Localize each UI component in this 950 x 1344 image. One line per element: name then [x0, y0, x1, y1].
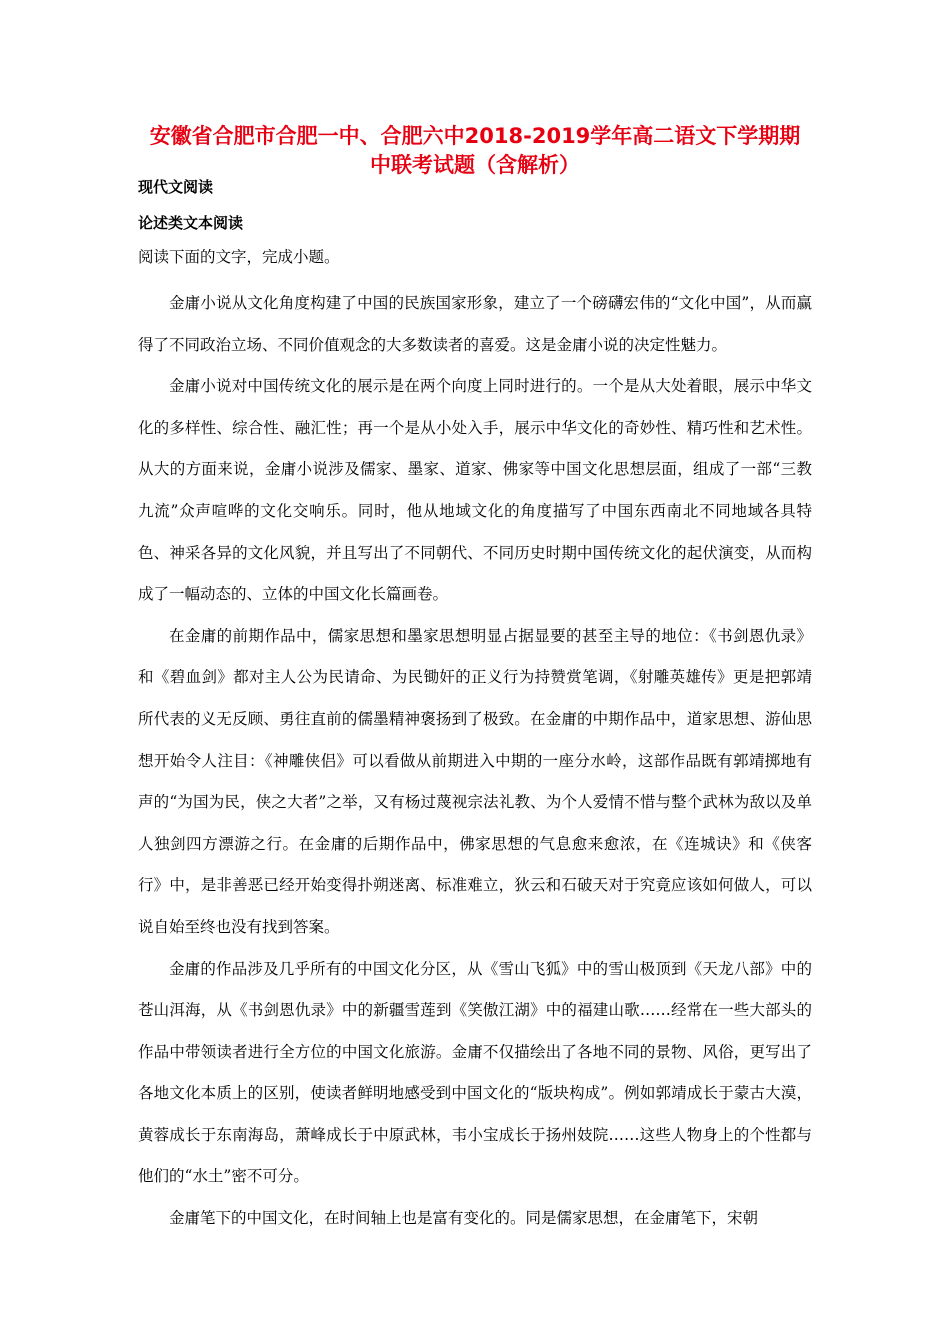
- paragraph-2: 金庸小说对中国传统文化的展示是在两个向度上同时进行的。一个是从大处着眼，展示中华文化的多样性、综合性、融汇性；再一个是从小处入手，展示中华文化的奇妙性、精巧性和艺术性。从大的方面来说，金庸小说涉及儒家、墨家、道家、佛家等中国文化思想层面，组成了一部“三教九流”众声喧哗的文化交响乐。同时，他从地域文化的角度描写了中国东西南北不同地域各具特色、神采各异的文化风貌，并且写出了不同朝代、不同历史时期中国传统文化的起伏演变，从而构成了一幅动态的、立体的中国文化长篇画卷。: [138, 377, 812, 604]
- paragraph-1: 金庸小说从文化角度构建了中国的民族国家形象，建立了一个磅礴宏伟的“文化中国”，从而赢得了不同政治立场、不同价值观念的大多数读者的喜爱。这是金庸小说的决定性魅力。: [138, 294, 812, 354]
- section-heading: 现代文阅读: [138, 178, 214, 196]
- passage-body: [138, 283, 812, 1240]
- paragraph-3: 在金庸的前期作品中，儒家思想和墨家思想明显占据显要的甚至主导的地位：《书剑恩仇录》和《碧血剑》都对主人公为民请命、为民锄奸的正义行为持赞赏笔调，《射雕英雄传》更是把郭靖所代表的义无反顾、勇往直前的儒墨精神褒扬到了极致。在金庸的中期作品中，道家思想、游仙思想开始令人注目：《神雕侠侣》可以看做从前期进入中期的一座分水岭，这部作品既有郭靖掷地有声的“为国为民，侠之大者”之举，又有杨过蔑视宗法礼教、为个人爱情不惜与整个武林为敌以及单人独剑四方漂游之行。在金庸的后期作品中，佛家思想的气息愈来愈浓，在《连城诀》和《侠客行》中，是非善恶已经开始变得扑朔迷离、标准难立，狄云和石破天对于究竟应该如何做人，可以说自始至终也没有找到答案。: [138, 626, 812, 936]
- document-title: [120, 122, 830, 180]
- subsection-heading: 论述类文本阅读: [138, 214, 244, 232]
- paragraph-4: 金庸的作品涉及几乎所有的中国文化分区，从《雪山飞狐》中的雪山极顶到《天龙八部》中的苍山洱海，从《书剑恩仇录》中的新疆雪莲到《笑傲江湖》中的福建山歌……经常在一些大部头的作品中带领读者进行全方位的中国文化旅游。金庸不仅描绘出了各地不同的景物、风俗，更写出了各地文化本质上的区别，使读者鲜明地感受到中国文化的“版块构成”。例如郭靖成长于蒙古大漠，黄蓉成长于东南海岛，萧峰成长于中原武林，韦小宝成长于扬州妓院……这些人物身上的个性都与他们的“水土”密不可分。: [138, 959, 812, 1186]
- paragraph-5: 金庸笔下的中国文化，在时间轴上也是富有变化的。同是儒家思想，在金庸笔下，宋朝: [169, 1209, 759, 1228]
- title-line-2: 中联考试题（含解析）: [370, 153, 580, 177]
- reading-instruction: 阅读下面的文字，完成小题。: [138, 248, 340, 266]
- title-line-1: 安徽省合肥市合肥一中、合肥六中2018-2019学年高二语文下学期期: [149, 124, 801, 148]
